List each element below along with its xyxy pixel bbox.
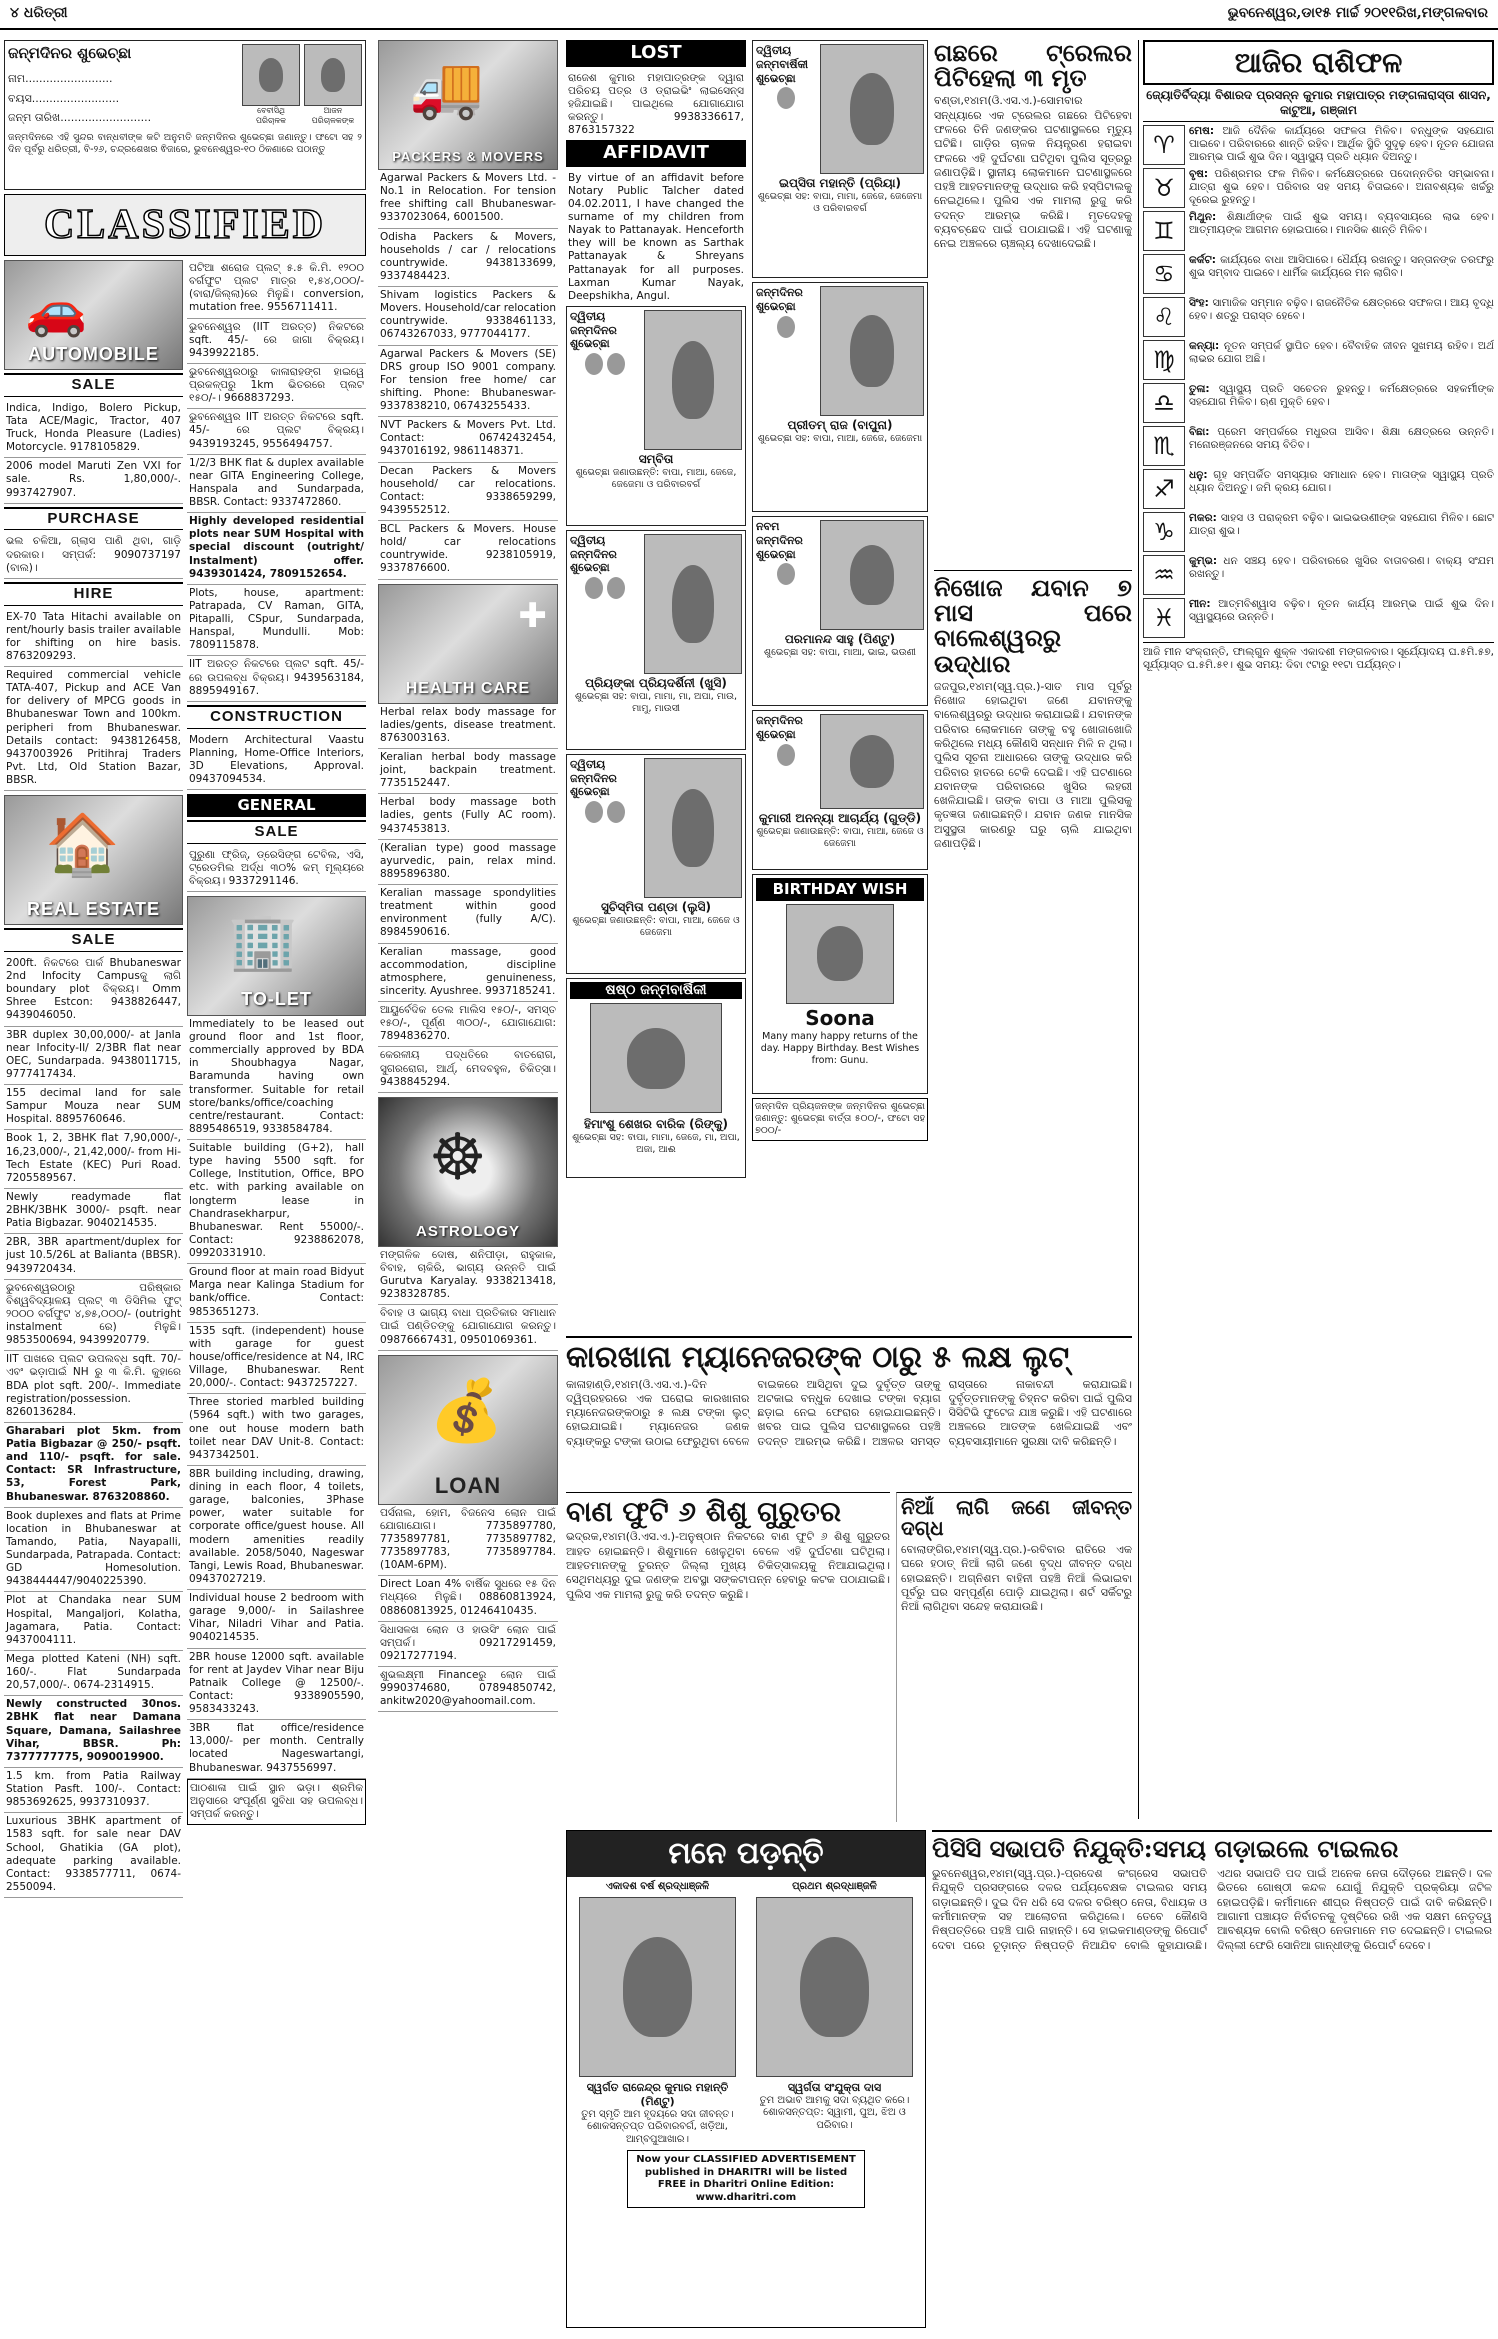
classified-ad: Three storied marbled building (5964 sqft.) with two garages, one out house modern bath toilet near DAV Unit-8. Contact: 9437342501. <box>187 1394 366 1466</box>
aquarius-icon: ♒ <box>1143 555 1185 595</box>
story-missing: ନିଖୋଜ ଯବାନ ୭ ମାସ ପରେ ବାଲେଶ୍ୱରରୁ ଉଦ୍ଧାର ଜଜପୁର,୧୪ାମ(ସ୍ୱ.ପ୍ର.)-ସାତ ମାସ ପୂର୍ବରୁ ନିଖୋଜ ହୋଇଥିବା ଜଣେ ଯବାନଙ୍କୁ ବାଲେଶ୍ୱରରୁ ଉଦ୍ଧାର କରାଯାଇଛି। ଯବାନଙ୍କ ପରିବାର ଲୋକମାନେ ତାଙ୍କୁ ବହୁ ଖୋଜାଖୋଜି କରିଥିଲେ ମଧ୍ୟ କୌଣସି ସନ୍ଧାନ ମିଳି ନ ଥିଲା। ପୁଲିସ ସୂଚନା ଆଧାରରେ ତାଙ୍କୁ ଉଦ୍ଧାର କରି ପରିବାର ହାତରେ ଟେକି ଦେଇଛି। ଏହି ଘଟଣାରେ ଯବାନଙ୍କ ପରିବାରରେ ଖୁସିର ଲହରୀ ଖେଳିଯାଇଛି। ତାଙ୍କ ବାପା ଓ ମାଆ ପୁଲିସକୁ କୃତଜ୍ଞତା ଜଣାଇଛନ୍ତି। ଯବାନ ଜଣକ ମାନସିକ ଅସୁସ୍ଥତା କାରଣରୁ ଘରୁ ଚାଲି ଯାଇଥିବା ଜଣାପଡ଼ିଛି। <box>934 570 1132 1290</box>
classified-ad: ଭୁବନେଶ୍ୱରଠାରୁ ପରିଷ୍କାର ବିଶ୍ୱବିଦ୍ୟାଳୟ ପ୍ଲଟ୍ ୩ ଡିସିମିଲ ଫୁଟ୍ ୨୦୦୦ ବର୍ଗଫୁଟ ୪,୭୫,୦୦୦/- (outright instalment ରେ) ମିଳୁଛି। 9853500694, 9439920779. <box>4 1280 183 1352</box>
affidavit-text: By virtue of an affidavit before Notary Public Talcher dated 04.02.2011, I have changed the surname of my children from Nayak to Pattanayak. Henceforth they will be known as Sarthak Pattanayak & Shreyans Pattanayak for all purposes. Laxman Kumar Nayak, Deepshikha, Angul. <box>568 171 744 302</box>
balloon-icon <box>585 353 603 375</box>
sign-entry: ♓ ମୀନ: ଆତ୍ମବିଶ୍ୱାସ ବଢ଼ିବ। ନୂତନ କାର୍ଯ୍ୟ ଆରମ୍ଭ ପାଇଁ ଶୁଭ ଦିନ। ସ୍ୱାସ୍ଥ୍ୟରେ ଉନ୍ନତି। <box>1143 598 1494 638</box>
sign-entry: ♎ ତୁଳା: ସ୍ୱାସ୍ଥ୍ୟ ପ୍ରତି ସଚେତନ ରୁହନ୍ତୁ। କର୍ମକ୍ଷେତ୍ରରେ ସହକର୍ମୀଙ୍କ ସହଯୋଗ ମିଳିବ। ଋଣ ମୁକ୍ତି ହେବ। <box>1143 383 1494 423</box>
balloon-icon <box>607 353 625 375</box>
classified-ad: Modern Architectural Vaastu Planning, Home-Office Interiors, 3D Elevations, Approval. 09437094534. <box>187 732 366 791</box>
classified-ad: 3BR flat office/residence 13,000/- per month. Centrally located Nageswartangi, Bhubaneswar. 9437556997. <box>187 1720 366 1779</box>
mone-padanti <box>566 1830 926 2328</box>
memorial-2: ପ୍ରଥମ ଶ୍ରଦ୍ଧାଞ୍ଜଳି ସ୍ୱର୍ଗତା ସଂଯୁକ୍ତା ଦାସ ତୁମ ଅଭାବ ଆମକୁ ସଦା ବ୍ୟଥିତ କରେ। ଶୋକସନ୍ତପ୍ତ: ସ୍ୱାମୀ, ପୁଅ, ଝିଅ ଓ ପରିବାର। <box>748 1881 921 2147</box>
packers-banner: 🚚 PACKERS & MOVERS <box>378 40 558 170</box>
classified-ad: IIT ଅରତ୍ତ ନିକଟରେ ପ୍ଲଟ sqft. 45/- ରେ ଉପଲବ୍ଧ ବିକ୍ରୟ। 9439563184, 8895949167. <box>187 656 366 701</box>
classified-ad: Herbal relax body massage for ladies/gents, disease treatment. 8763003163. <box>378 704 558 749</box>
classified-ad: Individual house 2 bedroom with garage 9,000/- in Sailashree Vihar, Niladri Vihar and Patia. 9040214535. <box>187 1590 366 1649</box>
automobile-banner: 🚗 AUTOMOBILE <box>4 260 183 370</box>
taurus-icon: ♉ <box>1143 168 1185 208</box>
balloon-icon <box>777 744 795 766</box>
child-photo <box>644 758 742 898</box>
classified-ad: Suitable building (G+2), hall type having 5500 sqft. for College, Institution, Office, BPO etc. with parking available on longterm lease in Chandrasekharpur, Bhubaneswar. Rent 55000/-. Contact: 9238862078, 09920331910. <box>187 1140 366 1264</box>
page-header <box>0 0 1498 30</box>
car-icon: 🚗 <box>25 281 88 339</box>
classified-ad: BCL Packers & Movers. House hold/ car relocations countrywide. 9238105919, 9337876600. <box>378 521 558 580</box>
aries-icon: ♈ <box>1143 125 1185 165</box>
classified-ad: Indica, Indigo, Bolero Pickup, Tata ACE/Magic, Tractor, 407 Truck, Honda Pleasure (Ladies) Motorcycle. 9178105829. <box>4 400 183 459</box>
classified-ad: Ground floor at main road Bidyut Marga near Kalinga Stadium for bank/office. Contact: 9853651273. <box>187 1264 366 1323</box>
birthday-wish-soona: BIRTHDAY WISH Soona Many many happy returns of the day. Happy Birthday. Best Wishes from: Gunu. <box>752 874 928 1094</box>
birthday-wish-card: ଦ୍ୱିତୀୟ ଜନ୍ମଦିନର ଶୁଭେଚ୍ଛା ପ୍ରିୟଙ୍କା ପ୍ରିୟଦର୍ଶିନୀ (ଖୁସି) ଶୁଭେଚ୍ଛା ସହ: ବାପା, ମାମା, ମା, ଅପା, ମାଉ, ମାମୁ, ମାଉସୀ <box>566 530 746 750</box>
services-column <box>378 40 558 2329</box>
sign-entry: ♊ ମିଥୁନ: ଶିକ୍ଷାର୍ଥୀଙ୍କ ପାଇଁ ଶୁଭ ସମୟ। ବ୍ୟବସାୟରେ ଲାଭ ହେବ। ଆତ୍ମୀୟଙ୍କ ଆଗମନ ହୋଇପାରେ। ମାନସିକ ଶାନ୍ତି ମିଳିବ। <box>1143 211 1494 251</box>
purchase-head: PURCHASE <box>4 507 183 531</box>
classified-ad: ଆୟୁର୍ବେଦିକ ତେଲ ମାଲିସ ୧୫୦/-, ସମସ୍ତ ୧୫୦/-, ପୂର୍ଣ୍ଣ ୩୦୦/-, ଯୋଗାଯୋଗ: 7894836270. <box>378 1002 558 1047</box>
classified-ad: କେରଳୀୟ ପଦ୍ଧତିରେ ବାତରୋଗ, ସୁଗରରୋଗ, ଆର୍ଥ୍, ମେଦବହୁଳ, ଚିକିତ୍ସା। 9438845294. <box>378 1047 558 1092</box>
classified-ad: Newly constructed 30nos. 2BHK flat near Damana Square, Damana, Sailashree Vihar, BBSR. Ph: 7377777775, 9090019900. <box>4 1696 183 1768</box>
sign-entry: ♋ କର୍କଟ: କାର୍ଯ୍ୟରେ ବାଧା ଆସିପାରେ। ଧୈର୍ଯ୍ୟ ରଖନ୍ତୁ। ସନ୍ତାନଙ୍କ ତରଫରୁ ଶୁଭ ସମ୍ବାଦ ପାଇବେ। ଧାର୍ମିକ କାର୍ଯ୍ୟରେ ମନ ଲାଗିବ। <box>1143 254 1494 294</box>
balloon-icon <box>585 801 603 823</box>
balloon-icon <box>777 87 795 109</box>
classified-ad: (Keralian type) good massage ayurvedic, pain, relax mind. 8895896380. <box>378 840 558 885</box>
story-loot: କାରଖାନା ମ୍ୟାନେଜରଙ୍କ ଠାରୁ ୫ ଲକ୍ଷ ଲୁଟ୍ କାଳାହାଣ୍ଡି,୧୪ାମ(ଓି.ଏସ.ଏ.)-ଦିନ ଦ୍ୱିପ୍ରହରରେ ଏକ ଘରୋଇ କାରଖାନାର ମ୍ୟାନେଜରଙ୍କଠାରୁ ୫ ଲକ୍ଷ ଟଙ୍କା ଲୁଟ୍ ହୋଇଯାଇଛି। ମ୍ୟାନେଜର ଜଣକ ବ୍ୟାଙ୍କରୁ ଟଙ୍କା ଉଠାଇ ଫେରୁଥିବା ବେଳେ ବାଇକରେ ଆସିଥିବା ଦୁଇ ଦୁର୍ବୃତ୍ତ ତାଙ୍କୁ ଅଟକାଇ ବନ୍ଧୁକ ଦେଖାଇ ଟଙ୍କା ବ୍ୟାଗ ଛଡ଼ାଇ ନେଇ ଫେରାର ହୋଇଯାଇଛନ୍ତି। ଖବର ପାଇ ପୁଲିସ ଘଟଣାସ୍ଥଳରେ ପହଞ୍ଚି ତଦନ୍ତ ଆରମ୍ଭ କରିଛି। ଅଞ୍ଚଳର ସମସ୍ତ ରାସ୍ତାରେ ନାକାବନ୍ଦୀ କରାଯାଇଛି। ଦୁର୍ବୃତ୍ତମାନଙ୍କୁ ଚିହ୍ନଟ କରିବା ପାଇଁ ପୁଲିସ ସିସିଟିଭି ଫୁଟେଜ ଯାଞ୍ଚ କରୁଛି। ଏହି ଘଟଣାରେ ଅଞ୍ଚଳରେ ଆତଙ୍କ ଖେଳିଯାଇଛି ଏବଂ ବ୍ୟବସାୟୀମାନେ ସୁରକ୍ଷା ଦାବି କରିଛନ୍ତି। <box>566 1336 1132 1486</box>
classified-ad: ମଙ୍ଗଳିକ ଦୋଷ, ଶନିପୀଡ଼ା, ରାହୁକାଳ, ବିବାହ, ଚାକିରି, ଭାଗ୍ୟ ଉନ୍ନତି ପାଇଁ Gurutva Karyalay. 9338213418, 9238328785. <box>378 1247 558 1306</box>
capricorn-icon: ♑ <box>1143 512 1185 552</box>
classified-ad: 3BR duplex 30,00,000/- at Janla near Infocity-II/ 2/3BR flat near OEC, Sundarpada. 9438011715, 9777417434. <box>4 1027 183 1086</box>
classified-ad: Decan Packers & Movers household/ car relocations. Contact: 9338659299, 9439552512. <box>378 463 558 522</box>
classified-ad: ଭୁବନେଶ୍ୱରଠାରୁ କାଳାରାହଙ୍ଗ ହାଇୱେ ପ୍ରକଳ୍ପରୁ 1km ଭିତରରେ ପ୍ଲଟ ୧୫୦/-। 9668837293. <box>187 364 366 409</box>
mone-padanti-title: ମନେ ପଡ଼ନ୍ତି <box>567 1831 925 1877</box>
balloon-icon <box>777 316 795 338</box>
lost-text: ରାଜେଶ କୁମାର ମହାପାତ୍ରଙ୍କ ଦ୍ୱାରା ପରିଚୟ ପତ୍ର ଓ ଡ୍ରାଇଭିଂ ଲାଇସେନ୍ସ ହଜିଯାଇଛି। ପାଇଥିଲେ ଯୋଗାଯୋଗ କରନ୍ତୁ। 9938336617, 8763157322 <box>568 71 744 136</box>
almanac-note: ଆଜି ମୀନ ସଂକ୍ରାନ୍ତି, ଫାଲ୍ଗୁନ ଶୁକ୍ଳ ଏକାଦଶୀ ମଙ୍ଗଳବାର। ସୂର୍ଯ୍ୟୋଦୟ ଘ.୫ମି.୫୭, ସୂର୍ଯ୍ୟାସ୍ତ ଘ.୫ମି.୫୧। ଶୁଭ ସମୟ: ଦିବା ୯ଟାରୁ ୧୧ଟା ପର୍ଯ୍ୟନ୍ତ। <box>1143 642 1494 672</box>
sign-entry: ♑ ମକର: ସାହସ ଓ ପରାକ୍ରମ ବଢ଼ିବ। ଭାଇଭଉଣୀଙ୍କ ସହଯୋଗ ମିଳିବ। ଛୋଟ ଯାତ୍ରା ଶୁଭ। <box>1143 512 1494 552</box>
birthday-wish-card: ଜନ୍ମଦିନର ଶୁଭେଚ୍ଛା ପ୍ରୀତମ୍ ରାଜ (ବାପୁନା) ଶୁଭେଚ୍ଛା ସହ: ବାପା, ମାଆ, ଜେଜେ, ଜେଜେମା <box>752 282 928 512</box>
page-number-label: ୪ ଧରିତ୍ରୀ <box>10 5 68 22</box>
horoscope-title: ଆଜିର ରାଶିଫଳ <box>1143 40 1494 85</box>
memorial-1: ଏକାଦଶ ବର୍ଷ ଶ୍ରଦ୍ଧାଞ୍ଜଳି ସ୍ୱର୍ଗତ ରାଜେନ୍ଦ୍ର କୁମାର ମହାନ୍ତି (ମିଣ୍ଟୁ) ତୁମ ସ୍ମୃତି ଆମ ହୃଦୟରେ ସଦା ଜୀବନ୍ତ। ଶୋକସନ୍ତପ୍ତ ପରିବାରବର୍ଗ, ଖଡ଼ିଆ, ଆମ୍ବପୁଆଖାର। <box>571 1881 744 2147</box>
balloon-icon <box>607 801 625 823</box>
loan-banner: 💰 LOAN <box>378 1355 558 1505</box>
classified-ad: Required commercial vehicle TATA-407, Pickup and ACE Van for delivery of MPCG goods in Bhubaneswar Town and 100km. peripheri from Bhubaneswar. Details contact: 9438126458, 9437003926 Pritihraj Traders Pvt. Ltd, Old Station Bazar, BBSR. <box>4 667 183 791</box>
classified-ad: 155 decimal land for sale Sampur Mouza near SUM Hospital. 8895760646. <box>4 1085 183 1130</box>
classified-logo: CLASSIFIED <box>4 194 366 256</box>
horoscope-column <box>1138 40 1494 1819</box>
birthday-wish-card: ଦ୍ୱିତୀୟ ଜନ୍ମବାର୍ଷିକୀ ଶୁଭେଚ୍ଛା ଇପ୍‌ସିତା ମହାନ୍ତି (ପ୍ରିୟା) ଶୁଭେଚ୍ଛା ସହ: ବାପା, ମାମା, ଜେଜେ, ଜେଜେମା ଓ ପରିବାରବର୍ଗ <box>752 40 928 278</box>
classified-ad: Herbal body massage both ladies, gents (Fully AC room). 9437453813. <box>378 794 558 839</box>
estate-sale-head: SALE <box>4 928 183 952</box>
child-photo <box>820 520 924 630</box>
birthday-wish-card: ଷଷ୍ଠ ଜନ୍ମବାର୍ଷିକୀ ହିମାଂଶୁ ଶେଖର ବାରିକ (ରିଙ୍କୁ) ଶୁଭେଚ୍ଛା ସହ: ବାପା, ମାମା, ଜେଜେ, ମା, ଅପା, ଅଜା, ଆଈ <box>566 978 746 1178</box>
classified-ad: Plot at Chandaka near SUM Hospital, Mangaljori, Kolatha, Jagamara, Patia. Contact: 9437004111. <box>4 1592 183 1651</box>
story-bomb: ବାଣ ଫୁଟି ୬ ଶିଶୁ ଗୁରୁତର ଭଦ୍ରକ,୧୪ାମ(ଓି.ଏସ.ଏ.)-ଅନୁଷ୍ଠାନ ନିକଟରେ ବାଣ ଫୁଟି ୬ ଶିଶୁ ଗୁରୁତର ଆହତ ହୋଇଛନ୍ତି। ଶିଶୁମାନେ ଖେଳୁଥିବା ବେଳେ ଏହି ଦୁର୍ଘଟଣା ଘଟିଥିଲା। ଆହତମାନଙ୍କୁ ତୁରନ୍ତ ଜିଲ୍ଲା ମୁଖ୍ୟ ଚିକିତ୍ସାଳୟକୁ ନିଆଯାଇଥିଲା। ସେଥିମଧ୍ୟରୁ ଦୁଇ ଜଣଙ୍କ ଅବସ୍ଥା ସଙ୍କଟାପନ୍ନ ହେବାରୁ କଟକ ପଠାଯାଇଛି। ପୁଲିସ ଏକ ମାମଲା ରୁଜୁ କରି ତଦନ୍ତ କରୁଛି। <box>566 1492 890 1822</box>
classified-ad: 1/2/3 BHK flat & duplex available near GITA Engineering College, Hanspala and Sundarpada, BBSR. Contact: 9337472860. <box>187 455 366 514</box>
classified-ad: Odisha Packers & Movers, households / car / relocations countrywide. 9438133699, 9337484423. <box>378 229 558 288</box>
child-photo <box>820 286 924 416</box>
classified-ad: ଭଲ ଚଳିଆ, ଗ୍ଲାସ ପାଣି ଥିବା, ଗାଡ଼ି ଦରକାର। ସମ୍ପର୍କ: 9090737197 (ବାଲ)। <box>4 533 183 578</box>
classified-ad: Book duplexes and flats at Prime location in Bhubaneswar at Tamando, Patia, Nayapalli, Sundarpada, Patrapada. Contact: GD Homesolution. 9438444447/9040225390. <box>4 1508 183 1593</box>
person-photo <box>786 904 894 1004</box>
affidavit-title: AFFIDAVIT <box>566 140 746 167</box>
classified-ad: Highly developed residential plots near SUM Hospital with special discount (outright/ Instalment) offer. 9439301424, 7809152654. <box>187 513 366 585</box>
child-photo <box>820 714 924 809</box>
automobile-sale-head: SALE <box>4 373 183 397</box>
classified-ad: Shivam logistics Packers & Movers. Household/car relocation countrywide. 9338461133, 06743267033, 9777044177. <box>378 287 558 346</box>
classified-subcol-b <box>187 260 366 2329</box>
story-trailer: ଗଛରେ ଟ୍ରେଲର ପିଟିହେଲା ୩ ମୃତ ବଣ୍ଡା,୧୪ାମ(ଓି.ଏସ.ଏ.)-ସୋମବାର ସନ୍ଧ୍ୟାରେ ଏକ ଟ୍ରେଲର ଗଛରେ ପିଟିହେବା ଫଳରେ ତିନି ଜଣଙ୍କର ଘଟଣାସ୍ଥଳରେ ମୃତ୍ୟୁ ଘଟିଛି। ଗାଡ଼ିର ଚାଳକ ନିୟନ୍ତ୍ରଣ ହରାଇବା ଫଳରେ ଏହି ଦୁର୍ଘଟଣା ଘଟିଥିବା ପୁଲିସ ସୂତ୍ରରୁ ଜଣାପଡ଼ିଛି। ସ୍ଥାନୀୟ ଲୋକମାନେ ଘଟଣାସ୍ଥଳରେ ପହଞ୍ଚି ଆହତମାନଙ୍କୁ ଉଦ୍ଧାର କରି ହସ୍ପିଟାଲକୁ ନେଇଥିଲେ। ପୁଲିସ ଏକ ମାମଲା ରୁଜୁ କରି ତଦନ୍ତ ଆରମ୍ଭ କରିଛି। ମୃତଦେହକୁ ବ୍ୟବଚ୍ଛେଦ ପାଇଁ ପଠାଯାଇଛି। ଏହି ଘଟଣାକୁ ନେଇ ଅଞ୍ଚଳରେ ଚାଞ୍ଚଲ୍ୟ ଦେଖାଦେଇଛି। <box>934 40 1132 251</box>
to-let-banner: 🏢 TO-LET <box>187 896 366 1016</box>
classified-ad: 200ft. ନିକଟରେ ପାର୍କ Bhubaneswar 2nd Infocity Campusକୁ ଲାଗି boundary plot ବିକ୍ରୟ। Omm Shree Estcon: 9438826447, 9439046050. <box>4 955 183 1027</box>
classified-ad: Gharabari plot 5km. from Patia Bigbazar @ 250/- psqft. and 110/- psqft. for sale. Contact: SR Infrastructure, 53, Forest Park, Bhubaneswar. 8763208860. <box>4 1423 183 1508</box>
birthday-wish-card: ନବମ ଜନ୍ମଦିନର ଶୁଭେଚ୍ଛା ପରମାନନ୍ଦ ସାହୁ (ପିଣ୍ଟୁ) ଶୁଭେଚ୍ଛା ସହ: ବାପା, ମାଆ, ଭାଇ, ଭଉଣୀ <box>752 516 928 706</box>
birthday-wish-card: ଦ୍ୱିତୀୟ ଜନ୍ମଦିନର ଶୁଭେଚ୍ଛା ସମ୍ବିତା ଶୁଭେଚ୍ଛା ଜଣାଉଛନ୍ତି: ବାପା, ମାଆ, ଜେଜେ, ଜେଜେମା ଓ ପରିବାରବର୍ଗ <box>566 306 746 526</box>
classified-ad: ଭୁବନେଶ୍ୱର (IIT ଅରତ୍ତ) ନିକଟରେ sqft. 45/- ରେ ଜାଗା ବିକ୍ରୟ। 9439922185. <box>187 319 366 364</box>
classified-ad: ଭୁବନେଶ୍ୱର IIT ଅରତ୍ତ ନିକଟରେ sqft. 45/- ରେ ପ୍ଲଟ ବିକ୍ରୟ। 9439193245, 9556494757. <box>187 409 366 454</box>
classified-ad: Keralian massage spondylities treatment within good environment (fully A/C). 8984590616. <box>378 885 558 944</box>
pisces-icon: ♓ <box>1143 598 1185 638</box>
sign-entry: ♉ ବୃଷ: ପରିଶ୍ରମର ଫଳ ମିଳିବ। କର୍ମକ୍ଷେତ୍ରରେ ପଦୋନ୍ନତିର ସମ୍ଭାବନା। ଯାତ୍ରା ଶୁଭ ହେବ। ପରିବାର ସହ ସମୟ ବିତାଇବେ। ଅନାବଶ୍ୟକ ଖର୍ଚ୍ଚରୁ ଦୂରେଇ ରୁହନ୍ତୁ। <box>1143 168 1494 208</box>
scorpio-icon: ♏ <box>1143 426 1185 466</box>
memorial-photo <box>579 1897 736 2077</box>
birthday-form-note: ଜନ୍ମଦିନରେ ଏହି ସୁନ୍ଦର ବାନ୍ଧବୀଙ୍କ କଟି ଅନୁମତି ଜନ୍ମଦିନର ଶୁଭେଚ୍ଛା ଜଣାନ୍ତୁ। ଫଟୋ ସହ ୨ ଦିନ ପୂର୍ବରୁ ଧରିତ୍ରୀ, ବି-୨୬, ଚନ୍ଦ୍ରଶେଖର ଵିଜାରେ, ଭୁବନେଶ୍ୱର-୧୦ ଠିକଣାରେ ପଠାନ୍ତୁ <box>8 132 362 156</box>
classified-ad: 1535 sqft. (independent) house with garage for guest house/office/residence at N4, IRC Village, Bhubaneswar. Rent 20,000/-. Contact: 9437257227. <box>187 1323 366 1395</box>
child-photo <box>590 1003 722 1113</box>
classified-ad: 1.5 km. from Patia Railway Station Pasft. 100/-. Contact: 9853692625, 9937310937. <box>4 1768 183 1813</box>
story-fire: ନିଆଁ ଲାଗି ଜଣେ ଜୀବନ୍ତ ଦଗ୍ଧ ବୋଲାଙ୍ଗିର,୧୪ାମ(ସ୍ୱ.ପ୍ର.)-ରବିବାର ରାତିରେ ଏକ ଘରେ ହଠାତ୍ ନିଆଁ ଲାଗି ଜଣେ ବୃଦ୍ଧ ଜୀବନ୍ତ ଦଗ୍ଧ ହୋଇଛନ୍ତି। ଅଗ୍ନିଶମ ବାହିନୀ ପହଞ୍ଚି ନିଆଁ ଲିଭାଇବା ପୂର୍ବରୁ ଘର ସମ୍ପୂର୍ଣ୍ଣ ପୋଡ଼ି ଯାଇଥିଲା। ଶର୍ଟ ସର୍କିଟରୁ ନିଆଁ ଲାଗିଥିବା ସନ୍ଦେହ କରାଯାଉଛି। <box>896 1492 1132 1822</box>
classified-ad: 2BR, 3BR apartment/duplex for just 10.5/26L at Balianta (BBSR). 9439720434. <box>4 1234 183 1279</box>
truck-icon: 🚚 <box>409 53 484 123</box>
cancer-icon: ♋ <box>1143 254 1185 294</box>
health-care-banner: ✚ HEALTH CARE <box>378 584 558 704</box>
gemini-icon: ♊ <box>1143 211 1185 251</box>
classified-ad: ଶୁଭଲକ୍ଷ୍ମୀ Financeରୁ ଲୋନ ପାଇଁ 9990374680, 07894850742, ankitw2020@yahoomail.com. <box>378 1667 558 1712</box>
date-line: ଭୁବନେଶ୍ୱର,ଡା୧୫ ମାର୍ଚ୍ଚ ୨୦୧୧ରିଖ,ମଙ୍ଗଳବାର <box>1227 5 1488 22</box>
classified-ad: ପଟିଆ ଶରୋଜ ପ୍ଲଟ୍ ୫.୫ କି.ମି. ୧୨୦୦ ବର୍ଗଫୁଟ ପ୍ଲଟ ମାତ୍ର ୧,୫୪,୦୦୦/- (ବାରା/ଜିଲ୍ଲା)ରେ ମିଳୁଛି। conversion, mutation free. 9556711411. <box>187 260 366 319</box>
classified-ad: ପାଠଶାଳା ପାଇଁ ସ୍ଥାନ ଭଡ଼ା। ଶ୍ରମିକ ଅନୁସାରେ ସଂପୂର୍ଣ୍ଣ ସୁବିଧା ସହ ଉପଲବ୍ଧ। ସମ୍ପର୍କ କରନ୍ତୁ। <box>187 1779 366 1825</box>
form-photo-1: ବେବୀସିଥି ପରିଚାଳକ <box>242 44 300 128</box>
child-photo <box>644 534 742 674</box>
classified-subcol-a <box>4 260 183 2329</box>
construction-head: CONSTRUCTION <box>187 705 366 729</box>
classified-ad: ସିଧାସଳଖ ଲୋନ ଓ ହାଉସିଂ ଲୋନ ପାଇଁ ସମ୍ପର୍କ। 09217291459, 09217277194. <box>378 1622 558 1667</box>
story-pcc: ପିସିସି ସଭାପତି ନିଯୁକ୍ତି:ସମୟ ଗଡ଼ାଇଲେ ଟାଇଲର ଭୁବନେଶ୍ୱର,୧୪ାମ(ସ୍ୱ.ପ୍ର.)-ପ୍ରଦେଶ କଂଗ୍ରେସ ସଭାପତି ନିଯୁକ୍ତି ପ୍ରସଙ୍ଗରେ ଦଳର ପର୍ଯ୍ୟବେକ୍ଷକ ଟାଇଲର ସମୟ ଗଡ଼ାଇଛନ୍ତି। ଦୁଇ ଦିନ ଧରି ସେ ଦଳର ବରିଷ୍ଠ ନେତା, ବିଧାୟକ ଓ କର୍ମୀମାନଙ୍କ ସହ ଆଲୋଚନା କରିଥିଲେ। ତେବେ କୌଣସି ନିଷ୍ପତ୍ତିରେ ପହଞ୍ଚି ପାରି ନାହାନ୍ତି। ସେ ହାଇକମାଣ୍ଡଙ୍କୁ ରିପୋର୍ଟ ଦେବା ପରେ ଚୂଡ଼ାନ୍ତ ନିଷ୍ପତ୍ତି ନିଆଯିବ ବୋଲି କୁହାଯାଉଛି। ଏଥର ସଭାପତି ପଦ ପାଇଁ ଅନେକ ନେତା ଦୌଡ଼ରେ ଅଛନ୍ତି। ଦଳ ଭିତରେ ଗୋଷ୍ଠୀ କନ୍ଦଳ ଯୋଗୁଁ ନିଯୁକ୍ତି ପ୍ରକ୍ରିୟା ଜଟିଳ ହୋଇପଡ଼ିଛି। କର୍ମୀମାନେ ଶୀଘ୍ର ନିଷ୍ପତ୍ତି ପାଇଁ ଦାବି କରିଛନ୍ତି। ଆଗାମୀ ପଞ୍ଚାୟତ ନିର୍ବାଚନକୁ ଦୃଷ୍ଟିରେ ରଖି ଏକ ସକ୍ଷମ ନେତୃତ୍ୱ ଆବଶ୍ୟକ ବୋଲି ବରିଷ୍ଠ ନେତାମାନେ ମତ ଦେଇଛନ୍ତି। ଟାଇଲର ଦିଲ୍ଲୀ ଫେରି ସୋନିଆ ଗାନ୍ଧୀଙ୍କୁ ରିପୋର୍ଟ ଦେବେ। <box>932 1830 1492 2328</box>
birthday-form-fields: ନାମ......................... ବୟସ......................... ଜନ୍ମ ତାରିଖ.......................... <box>8 71 152 125</box>
wishes-column <box>752 40 928 1329</box>
sagittarius-icon: ♐ <box>1143 469 1185 509</box>
leo-icon: ♌ <box>1143 297 1185 337</box>
money-bag-icon: 💰 <box>429 1375 504 1446</box>
classified-ad: EX-70 Tata Hitachi available on rent/hourly basis trailer available for shifting on hire basis. 8763209293. <box>4 609 183 668</box>
lost-title: LOST <box>566 40 746 67</box>
classified-ad: Mega plotted Kateni (NH) sqft. 160/-. Flat Sundarpada 20,57,000/-. 0674-2314915. <box>4 1651 183 1696</box>
classified-ad: ପୁରୁଣା ଫ୍ରିଜ୍, ଡ୍ରେସିଙ୍ଗ ଟେବିଲ, ଏସି, ଟ୍ରେଡମିଲ ଅର୍ଦ୍ଧ ୩୦% କମ୍ ମୂଲ୍ୟରେ ବିକ୍ରୟ। 9337291146. <box>187 847 366 892</box>
birthday-form-title: ଜନ୍ମଦିନର ଶୁଭେଚ୍ଛା <box>8 44 132 62</box>
classified-ad: ବିବାହ ଓ ଭାଗ୍ୟ ବାଧା ପ୍ରତିକାର ସମାଧାନ ପାଇଁ ପଣ୍ଡିତଙ୍କୁ ଯୋଗାଯୋଗ କରନ୍ତୁ। 09876667431, 09501069361. <box>378 1305 558 1350</box>
classified-ad: ପର୍ସନାଲ, ହୋମ, ବିଜନେସ ଲୋନ ପାଇଁ ଯୋଗାଯୋଗ। 7735897780, 7735897781, 7735897782, 7735897783, 7735897784. (10AM-6PM). <box>378 1505 558 1577</box>
birthday-wish-card: ଜନ୍ମଦିନର ଶୁଭେଚ୍ଛା କୁମାରୀ ଅନନ୍ୟା ଆଚାର୍ଯ୍ୟ (ଗୁଡ୍ଡି) ଶୁଭେଚ୍ଛା ଜଣାଉଛନ୍ତି: ବାପା, ମାଆ, ଜେଜେ ଓ ଜେଜେମା <box>752 710 928 870</box>
general-head: GENERAL <box>187 794 366 817</box>
hire-head: HIRE <box>4 582 183 606</box>
form-photo-2: ଆଜନ ପରିଚାଳକଙ୍କ <box>304 44 362 128</box>
balloon-icon <box>585 577 603 599</box>
online-edition-note: Now your CLASSIFIED ADVERTISEMENT published in DHARITRI will be listed FREE in Dharitri Online Edition: www.dharitri.com <box>627 2150 865 2208</box>
sign-entry: ♐ ଧନୁ: ଗୃହ ସମ୍ପର୍କିତ ସମସ୍ୟାର ସମାଧାନ ହେବ। ମାତାଙ୍କ ସ୍ୱାସ୍ଥ୍ୟ ପ୍ରତି ଧ୍ୟାନ ଦିଅନ୍ତୁ। ଜମି କ୍ରୟ ଯୋଗ। <box>1143 469 1494 509</box>
classified-ad: 8BR building including, drawing, dining in each floor, 4 toilets, garage, balconies, 3Phase power, water suitable for corporate office/guest house. All modern amenities readily available. 2058/5040, Nageswar Tangi, Lewis Road, Bhubaneswar. 09437027219. <box>187 1466 366 1590</box>
building-icon: 🏢 <box>228 908 298 974</box>
classified-ad: Agarwal Packers & Movers (SE) DRS group ISO 9001 company. For tension free home/ car shifting. Phone: Bhubaneswar- 9337838210, 06743255433. <box>378 346 558 418</box>
sign-entry: ♈ ମେଷ: ଆଜି ଦୈନିକ କାର୍ଯ୍ୟରେ ସଫଳତା ମିଳିବ। ବନ୍ଧୁଙ୍କ ସହଯୋଗ ପାଇବେ। ପରିବାରରେ ଶାନ୍ତି ରହିବ। ଆର୍ଥିକ ସ୍ଥିତି ସୁଦୃଢ଼ ହେବ। ନୂତନ ଯୋଜନା ଆରମ୍ଭ ପାଇଁ ଶୁଭ ଦିନ। ସ୍ୱାସ୍ଥ୍ୟ ପ୍ରତି ଧ୍ୟାନ ଦିଅନ୍ତୁ। <box>1143 125 1494 165</box>
classified-ad: Agarwal Packers & Movers Ltd. - No.1 in Relocation. For tension free shifting call Bhubaneswar-9337023064, 6001500. <box>378 170 558 229</box>
classified-ad: IIT ପାଖରେ ପ୍ଲଟ ଉପଲବ୍ଧ sqft. 70/- ଏବଂ ଭଡ଼ାପାଇଁ NH ରୁ ୩ କି.ମି. କୁହାରେ BDA plot sqft. 200/-. Immediate registration/possession. 8260136284. <box>4 1351 183 1423</box>
house-icon: 🏠 <box>45 810 120 881</box>
virgo-icon: ♍ <box>1143 340 1185 380</box>
birthday-wish-card: ଦ୍ୱିତୀୟ ଜନ୍ମଦିନର ଶୁଭେଚ୍ଛା ସୁଚିସ୍ମିତା ପଣ୍ଡା (ଲୁସି) ଶୁଭେଚ୍ଛା ଜଣାଉଛନ୍ତି: ବାପା, ମାଆ, ଜେଜେ ଓ ଜେଜେମା <box>566 754 746 974</box>
classified-ad: Luxurious 3BHK apartment of 1583 sqft. for sale near DAV School, Ghatikia (GA plot), adequate parking available. Contact: 9338577711, 0674-2550094. <box>4 1813 183 1898</box>
memorial-photo <box>756 1897 913 2077</box>
zodiac-wheel-icon: ☸ <box>429 1120 487 1195</box>
classified-ad: Immediately to be leased out ground floor and 1st floor, commercially approved by BDA in Shoubhagya Nagar, Baramunda having own transformer. Suitable for retail store/banks/office/coaching centre/restaurant. Contact: 8895486519, 9338584784. <box>187 1016 366 1140</box>
classified-column <box>4 40 366 2329</box>
classified-ad: 2BR house 12000 sqft. available for rent at Jaydev Vihar near Biju Patnaik College @ 12500/-. Contact: 9338905590, 9583433243. <box>187 1649 366 1721</box>
child-photo <box>820 44 924 174</box>
classified-ad: Book 1, 2, 3BHK flat 7,90,000/-, 16,23,000/-, 21,42,000/- from Hi-Tech Estate (KEC) Puri Road. 7205589567. <box>4 1130 183 1189</box>
classified-ad: 2006 model Maruti Zen VXI for sale. Rs. 1,80,000/-. 9937427907. <box>4 458 183 503</box>
general-sale-head: SALE <box>187 820 366 844</box>
classified-ad: Plots, house, apartment: Patrapada, CV Raman, GITA, Pitapalli, CSpur, Sundarpada, Hanspal, Mundulli. Mob: 7809115878. <box>187 585 366 657</box>
astrology-banner: ☸ ASTROLOGY <box>378 1097 558 1247</box>
balloon-icon <box>607 577 625 599</box>
classified-ad: Keralian massage, good accommodation, discipline atmosphere, genuineness, sincerity. Ayushree. 9937185241. <box>378 944 558 1003</box>
classified-ad: Newly readymade flat 2BHK/3BHK 3000/- psqft. near Patia Bigbazar. 9040214535. <box>4 1189 183 1234</box>
child-photo <box>644 310 742 450</box>
sign-entry: ♌ ସିଂହ: ସାମାଜିକ ସମ୍ମାନ ବଢ଼ିବ। ରାଜନୈତିକ କ୍ଷେତ୍ରରେ ସଫଳତା। ଆୟ ବୃଦ୍ଧି ହେବ। ଶତ୍ରୁ ପରାସ୍ତ ହେବେ। <box>1143 297 1494 337</box>
classified-ad: NVT Packers & Movers Pvt. Ltd. Contact: 06742432454, 9437016192, 9861148371. <box>378 417 558 462</box>
medical-cross-icon: ✚ <box>518 595 547 636</box>
sign-entry: ♏ ବିଛା: ପ୍ରେମ ସମ୍ପର୍କରେ ମଧୁରତା ଆସିବ। ଶିକ୍ଷା କ୍ଷେତ୍ରରେ ଉନ୍ନତି। ମନୋରଞ୍ଜନରେ ସମୟ ବିତିବ। <box>1143 426 1494 466</box>
real-estate-banner: 🏠 REAL ESTATE <box>4 795 183 925</box>
classified-ad: Keralian herbal body massage joint, backpain treatment. 7735152447. <box>378 749 558 794</box>
sign-entry: ♒ କୁମ୍ଭ: ଧନ ସଞ୍ଚୟ ହେବ। ପରିବାରରେ ଖୁସିର ବାତାବରଣ। ବାକ୍ୟ ସଂଯମ ରଖନ୍ତୁ। <box>1143 555 1494 595</box>
classified-ad: Direct Loan 4% ବାର୍ଷିକ ସୁଧରେ ୧୫ ଦିନ ମଧ୍ୟରେ ମିଳୁଛି। 08860813924, 08860813925, 01246410435. <box>378 1576 558 1621</box>
libra-icon: ♎ <box>1143 383 1185 423</box>
wish-rates: ଜନ୍ମଦିନ ପ୍ରିୟଜନଙ୍କ ଜନ୍ମଦିନର ଶୁଭେଚ୍ଛା ଜଣାନ୍ତୁ: ଶୁଭେଚ୍ଛା ବାର୍ତ୍ତା ୫୦୦/-, ଫଟୋ ସହ ୭୦୦/- <box>752 1098 928 1141</box>
horoscope-subtitle: ଜ୍ୟୋତିର୍ବିଦ୍ୟା ବିଶାରଦ ପ୍ରସନ୍ନ କୁମାର ମହାପାତ୍ର ମଙ୍ଗଳାରାସ୍ତା ଶାସନ, କାଟୁଆ, ଗଞ୍ଜାମ <box>1143 88 1494 122</box>
sign-entry: ♍ କନ୍ୟା: ନୂତନ ସମ୍ପର୍କ ସ୍ଥାପିତ ହେବ। ବୈବାହିକ ଜୀବନ ସୁଖମୟ ରହିବ। ଅର୍ଥ ଲାଭର ଯୋଗ ଅଛି। <box>1143 340 1494 380</box>
balloon-icon <box>777 563 795 585</box>
birthday-form <box>4 40 366 190</box>
